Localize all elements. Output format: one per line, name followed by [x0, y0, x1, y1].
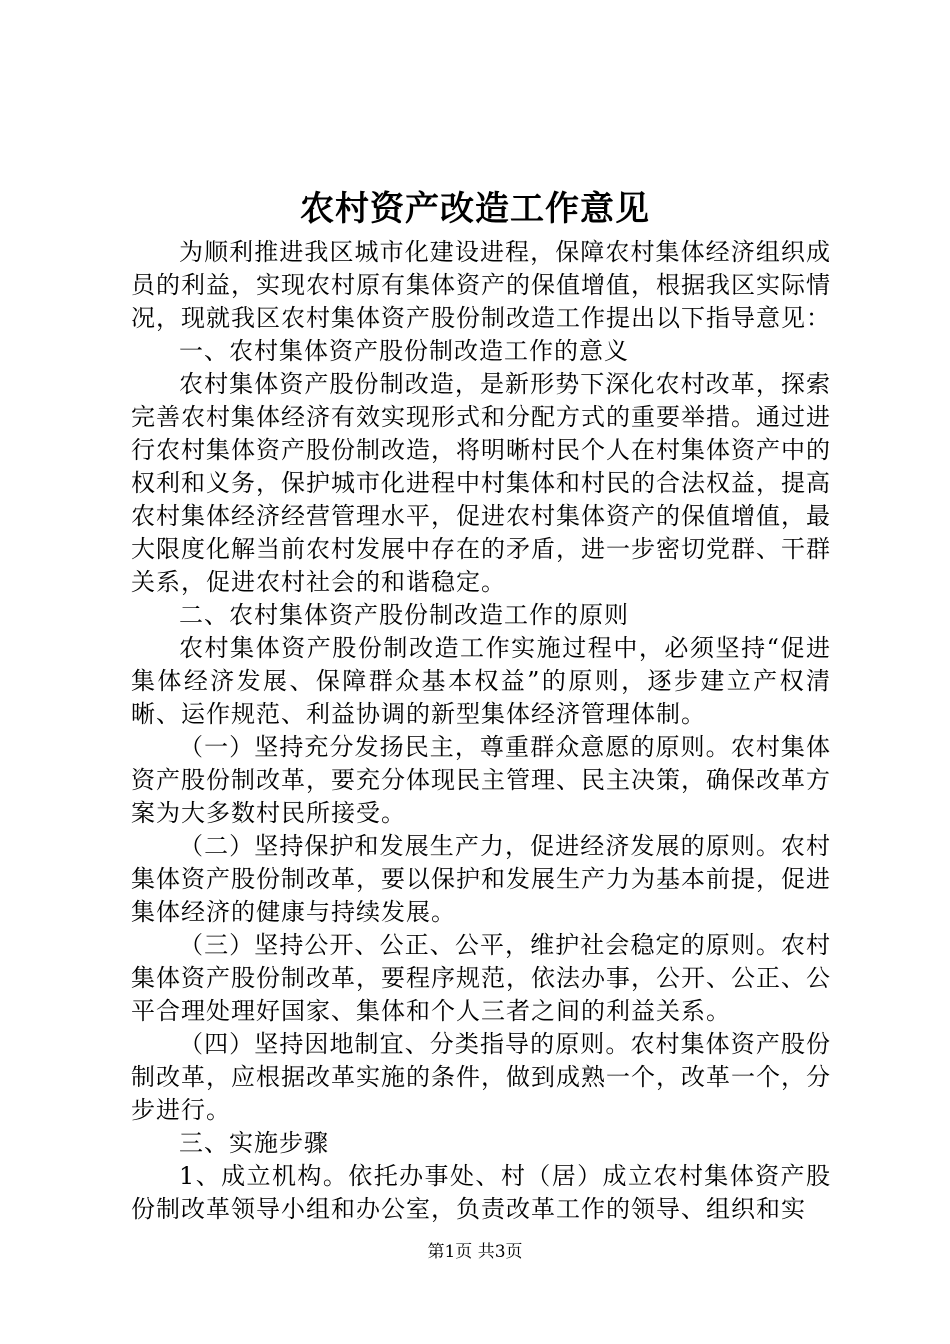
document-title: 农村资产改造工作意见 [300, 189, 650, 229]
section-heading-2: 二、农村集体资产股份制改造工作的原则 [179, 601, 629, 629]
document-body [131, 236, 831, 1226]
paragraph-principles: 农村集体资产股份制改造工作实施过程中，必须坚持“促进集体经济发展、保障群众基本权益”的原则，逐步建立产权清晰、运作规范、利益协调的新型集体经济管理体制。 [131, 634, 831, 728]
paragraph-significance: 农村集体资产股份制改造，是新形势下深化农村改革，探索完善农村集体经济有效实现形式和分配方式的重要举措。通过进行农村集体资产股份制改造，将明晰村民个人在村集体资产中的权利和义务，保护城市化进程中村集体和村民的合法权益，提高农村集体经济经营管理水平，促进农村集体资产的保值增值，最大限度化解当前农村发展中存在的矛盾，进一步密切党群、干群关系，促进农村社会的和谐稳定。 [131, 370, 831, 596]
page-footer: 第1页 共3页 [427, 1242, 523, 1262]
paragraph-principle-4: （四）坚持因地制宜、分类指导的原则。农村集体资产股份制改革，应根据改革实施的条件，做到成熟一个，改革一个，分步进行。 [131, 1030, 831, 1124]
section-heading-1: 一、农村集体资产股份制改造工作的意义 [179, 337, 629, 365]
paragraph-principle-2: （二）坚持保护和发展生产力，促进经济发展的原则。农村集体资产股份制改革，要以保护和发展生产力为基本前提，促进集体经济的健康与持续发展。 [131, 832, 831, 926]
paragraph-principle-1: （一）坚持充分发扬民主，尊重群众意愿的原则。农村集体资产股份制改革，要充分体现民主管理、民主决策，确保改革方案为大多数村民所接受。 [131, 733, 831, 827]
paragraph-step-1: 1、成立机构。依托办事处、村（居）成立农村集体资产股份制改革领导小组和办公室，负责改革工作的领导、组织和实 [131, 1162, 831, 1223]
section-heading-3: 三、实施步骤 [179, 1129, 329, 1157]
paragraph-intro: 为顺利推进我区城市化建设进程，保障农村集体经济组织成员的利益，实现农村原有集体资产的保值增值，根据我区实际情况，现就我区农村集体资产股份制改造工作提出以下指导意见： [131, 238, 831, 332]
paragraph-principle-3: （三）坚持公开、公正、公平，维护社会稳定的原则。农村集体资产股份制改革，要程序规范，依法办事，公开、公正、公平合理处理好国家、集体和个人三者之间的利益关系。 [131, 931, 831, 1025]
